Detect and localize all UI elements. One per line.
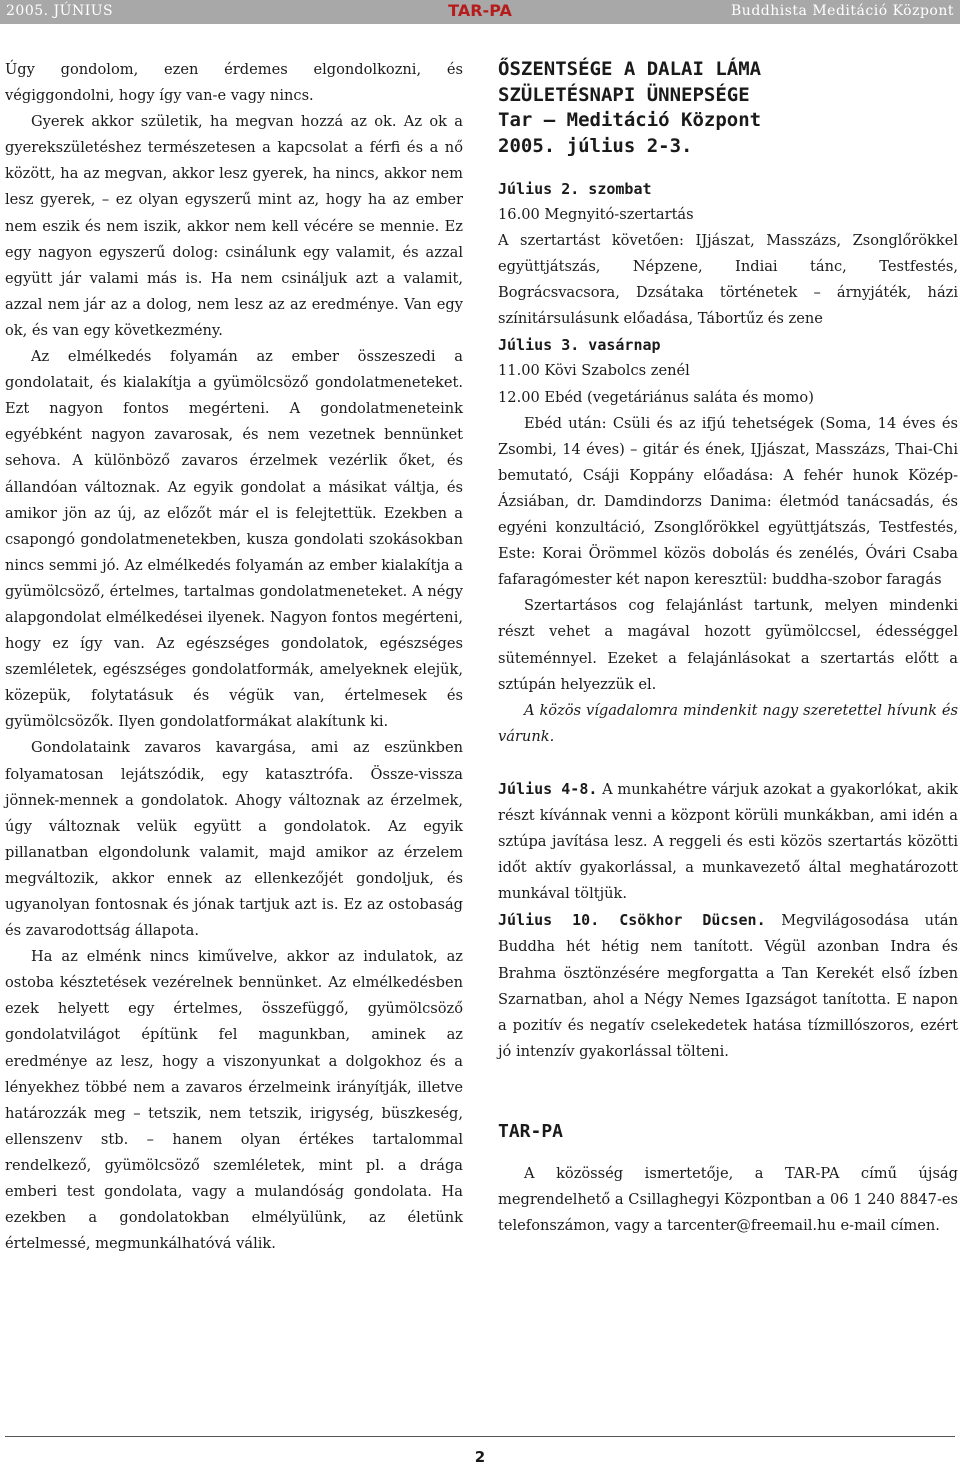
work-week-heading: Július 4-8. — [498, 779, 598, 798]
right-column — [498, 57, 958, 1239]
day1-program: A szertartást követően: Ĳjászat, Masszázs, Zsonglőrökkel együttjátszás, Népzene, Indiai tánc, Testfestés, Bográcsvacsora, Dzsátaka történetek – árnyjáték, házi színitársulásunk előadása, Tábortűz és zene — [498, 232, 958, 328]
spacer — [498, 1147, 958, 1161]
paragraph: Gyerek akkor születik, ha megvan hozzá az ok. Az ok a gyerekszületéshez természetesen a kapcsolat a férfi és a nő között, ha az megvan, akkor lesz gyerek, ha nincs, akkor nem lesz gyerek, – ez olyan egyszerű mint az, hogy ha az ember nem eszik és nem iszik, akkor nem kell vécére se mennie. Ez egy nagyon egyszerű dolog: csinálunk egy valamit, és azzal együtt jár valami más is. Ha nem csináljuk azt a valamit, azzal nem jár az a dolog, nem lesz az az eredménye. Van egy ok, és van egy következmény. — [5, 113, 463, 339]
day2-heading: Július 3. vasárnap — [498, 336, 661, 355]
page-number: 2 — [474, 1448, 486, 1466]
header-date: 2005. JÚNIUS — [6, 3, 114, 19]
day1-heading: Július 2. szombat — [498, 179, 652, 198]
day2-lunch: 12.00 Ebéd (vegetáriánus saláta és momo) — [498, 388, 814, 406]
header-title: TAR-PA — [448, 1, 512, 20]
spacer — [498, 1065, 958, 1117]
day1-opening: 16.00 Megnyitó-szertartás — [498, 205, 694, 223]
day2-concert: 11.00 Kövi Szabolcs zenél — [498, 362, 690, 380]
work-week — [498, 776, 958, 907]
closing-invitation: A közös vígadalomra mindenkit nagy szeretettel hívunk és várunk. — [498, 701, 958, 745]
footer-divider — [5, 1436, 955, 1437]
tarpa-text: A közösség ismertetője, a TAR-PA című újság megrendelhető a Csillaghegyi Központban a 06 1 240 8847-es telefonszámon, vagy a tarcenter@freemail.hu e-mail címen. — [498, 1164, 958, 1235]
event-title-line: SZÜLETÉSNAPI ÜNNEPSÉGE — [498, 83, 750, 106]
ducsen — [498, 907, 958, 1065]
event-title-line: ŐSZENTSÉGE A DALAI LÁMA — [498, 58, 762, 80]
tarpa-heading: TAR-PA — [498, 1120, 564, 1142]
paragraph: Az elmélkedés folyamán az ember összeszedi a gondolatait, és kialakítja a gyümölcsöző gondolatmeneteket. Ezt nagyon fontos megérteni. A gondolatmeneteink egyébként nagyon zavarosak, és nem vezetnek bennünket sehova. A különböző zavaros érzelmek vezérlik őket, és állandóan változnak. Az egyik gondolat a másikat váltja, és amikor jön az új, az előzőt már el is felejtettük. Ezekben a csapongó gondolatmenetekben, kusza gondolati szokásokban nincs semmi jó. Az elmélkedés folyamán az ember kialakítja a gyümölcsöző, értelmes, tartalmas gondolatmeneteket. A négy alapgondolat elmélkedései ilyenek. Nagyon fontos megérteni, hogy ez így van. Az egészséges gondolatok, egészséges szemléletek, egészséges gondolatformák, amelyeknek elejük, közepük, folytatásuk és végük van, értelmesek és gyümölcsözők. Ilyen gondolatformákat alakítunk ki. — [5, 348, 463, 731]
event-title-line: 2005. július 2-3. — [498, 135, 693, 158]
work-week-text: A munkahétre várjuk azokat a gyakorlókat, akik részt kívánnak venni a központ körüli munkákban, ami idén a sztúpa javítása lesz. A reggeli és esti közös szertartás közötti időt aktív gyakorlással, a munkavezető által meghatározott munkával töltjük. — [498, 780, 958, 903]
day2-program: Ebéd után: Csüli és az ifjú tehetségek (Soma, 14 éves és Zsombi, 14 éves) – gitár és ének, Ĳjászat, Masszázs, Thai-Chi bemutató, Csáji Koppány előadása: A fehér hunok Közép-Ázsiában, dr. Damdindorzs Danima: életmód tanácsadás, és egyéni konzultáció, Zsonglőrökkel együttjátszás, Testfestés, Este: Korai Örömmel közös dobolás és zenélés, Óvári Csaba fafaragómester két napon keresztül: buddha-szobor faragás — [498, 414, 958, 589]
header-org: Buddhista Meditáció Központ — [731, 3, 954, 19]
page-header — [0, 0, 960, 24]
ducsen-text: Megvilágosodása után Buddha hét hétig nem tanított. Végül azonban Indra és Brahma ösztönzésére megforgatta a Tan Kerekét első ízben Szarnatban, ahol a Négy Nemes Igazságot tanította. E napon a pozitív és negatív cselekedetek hatása tízmillószoros, ezért jó intenzív gyakorlással tölteni. — [498, 912, 958, 1060]
paragraph: Gondolataink zavaros kavargása, ami az eszünkben folyamatosan lejátszódik, egy katasztrófa. Össze-vissza jönnek-mennek a gondolatok. Ahogy változnak az érzelmek, úgy változnak velük együtt a gondolatok. Az egyik pillanatban elgondolunk valamit, majd amikor az érzelem megváltozik, akkor ennek az ellenkezőjét gondoljuk, és ugyanolyan fontosnak és jónak tartjuk azt is. Ez az ostobaság és zavarodottság állapota. — [5, 739, 463, 940]
spacer — [498, 750, 958, 776]
paragraph: Ha az elménk nincs kiművelve, akkor az indulatok, az ostoba késztetések vezérelnek bennünket. Az elmélkedésben ezek helyett egy értelmes, összefüggő, gyümölcsöző gondolatvilágot építünk fel magunkban, aminek az eredménye az lesz, hogy a viszonyunkat a dolgokhoz és a lényekhez többé nem a zavaros érzelmeink irányítják, illetve határozzák meg – tetszik, nem tetszik, irigység, büszkeség, ellenszenv stb. – hanem olyan értékes tartalommal rendelkező, gyümölcsöző szemléletek, mint pl. a drága emberi test gondolata, vagy a mulandóság gondolata. Ha ezekben a gondolatokban elmélyülünk, az életünk értelmessé, megmunkálhatóvá válik. — [5, 948, 463, 1253]
left-column — [5, 57, 463, 1257]
paragraph: Úgy gondolom, ezen érdemes elgondolkozni, és végiggondolni, hogy így van-e vagy nincs. — [5, 61, 463, 105]
event-title-line: Tar – Meditáció Központ — [498, 109, 762, 132]
offering-text: Szertartásos cog felajánlást tartunk, melyen mindenki részt vehet a magával hozott gyümölccsel, édességgel süteménnyel. Ezeket a felajánlásokat a szertartás előtt a sztúpán helyezzük el. — [498, 597, 958, 693]
ducsen-heading: Július 10. Csökhor Dücsen. — [498, 911, 766, 930]
